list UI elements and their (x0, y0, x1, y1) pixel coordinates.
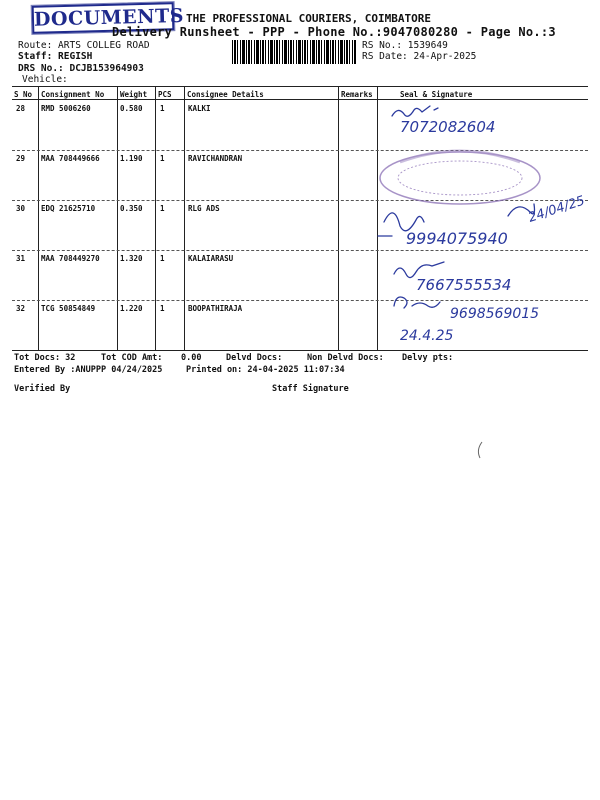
row-28-consignment: RMD 5006260 (41, 104, 91, 113)
route-field: Route: ARTS COLLEG ROAD (18, 40, 150, 51)
seal-stamp-icon (380, 151, 540, 204)
signature-phone-32: 9698569015 (450, 306, 540, 322)
row-29-weight: 1.190 (120, 154, 143, 163)
row-28-consignee: KALKI (188, 104, 211, 113)
row-31-consignee: KALAIARASU (188, 254, 234, 263)
row-28-sno: 28 (16, 104, 26, 113)
rs-number: RS No.: 1539649 (362, 40, 448, 51)
runsheet-subtitle: Delivery Runsheet - PPP - Phone No.:9047080280 - Page No.:3 (112, 25, 556, 39)
row-29-consignment: MAA 708449666 (41, 154, 100, 163)
row-31-sno: 31 (16, 254, 26, 263)
vehicle-field: Vehicle: (22, 74, 68, 85)
staff-field: Staff: REGISH (18, 51, 93, 62)
row-30-weight: 0.350 (120, 204, 143, 213)
total-cod-label: Tot COD Amt: (101, 353, 163, 363)
col-header-seal: Seal & Signature (400, 90, 473, 99)
row-32-pcs: 1 (160, 304, 165, 313)
row-32-consignee: BOOPATHIRAJA (188, 304, 243, 313)
row-30-consignee: RLG ADS (188, 204, 220, 213)
barcode-image (232, 40, 356, 64)
signature-date-30: 24/04/25 (526, 193, 587, 226)
row-31-pcs: 1 (160, 254, 165, 263)
delivered-docs: Delvd Docs: (226, 353, 283, 363)
signature-phone-31: 7667555534 (416, 276, 512, 294)
total-cod-value: 0.00 (181, 353, 202, 363)
row-30-consignment: EDQ 21625710 (41, 204, 96, 213)
col-header-weight: Weight (120, 90, 148, 99)
company-title: THE PROFESSIONAL COURIERS, COIMBATORE (186, 12, 432, 25)
row-32-sno: 32 (16, 304, 26, 313)
row-28-weight: 0.580 (120, 104, 143, 113)
stray-mark (474, 440, 486, 460)
drs-number: DRS No.: DCJB153964903 (18, 63, 144, 74)
row-31-consignment: MAA 708449270 (41, 254, 100, 263)
row-31-weight: 1.320 (120, 254, 143, 263)
signature-scribble-28 (392, 106, 438, 116)
verified-by: Verified By (14, 384, 71, 394)
col-header-pcs: PCS (158, 90, 172, 99)
signature-scribble-32 (394, 297, 440, 308)
printed-on: Printed on: 24-04-2025 11:07:34 (186, 365, 345, 375)
signature-date-32: 24.4.25 (400, 328, 454, 344)
row-29-pcs: 1 (160, 154, 165, 163)
row-32-consignment: TCG 50854849 (41, 304, 96, 313)
non-delivered-docs: Non Delvd Docs: (307, 353, 384, 363)
rs-date: RS Date: 24-Apr-2025 (362, 51, 477, 62)
row-32-weight: 1.220 (120, 304, 143, 313)
row-29-consignee: RAVICHANDRAN (188, 154, 243, 163)
col-header-remarks: Remarks (341, 90, 373, 99)
total-docs: Tot Docs: 32 (14, 353, 76, 363)
col-header-sno: S No (14, 90, 33, 99)
documents-stamp: DOCUMENTS (32, 2, 175, 34)
table-top-rule (12, 86, 588, 87)
entered-by: Entered By :ANUPPP 04/24/2025 (14, 365, 163, 375)
row-30-sno: 30 (16, 204, 26, 213)
signature-area (380, 98, 590, 348)
signature-phone-30: 9994075940 (406, 229, 508, 248)
row-28-pcs: 1 (160, 104, 165, 113)
row-30-pcs: 1 (160, 204, 165, 213)
delivery-points: Delvy pts: (402, 353, 454, 363)
col-header-consignee: Consignee Details (187, 90, 264, 99)
staff-signature: Staff Signature (272, 384, 349, 394)
col-header-consignment: Consignment No (41, 90, 105, 99)
signature-phone-28: 7072082604 (400, 118, 496, 136)
table-bottom-rule (12, 350, 588, 351)
row-29-sno: 29 (16, 154, 26, 163)
